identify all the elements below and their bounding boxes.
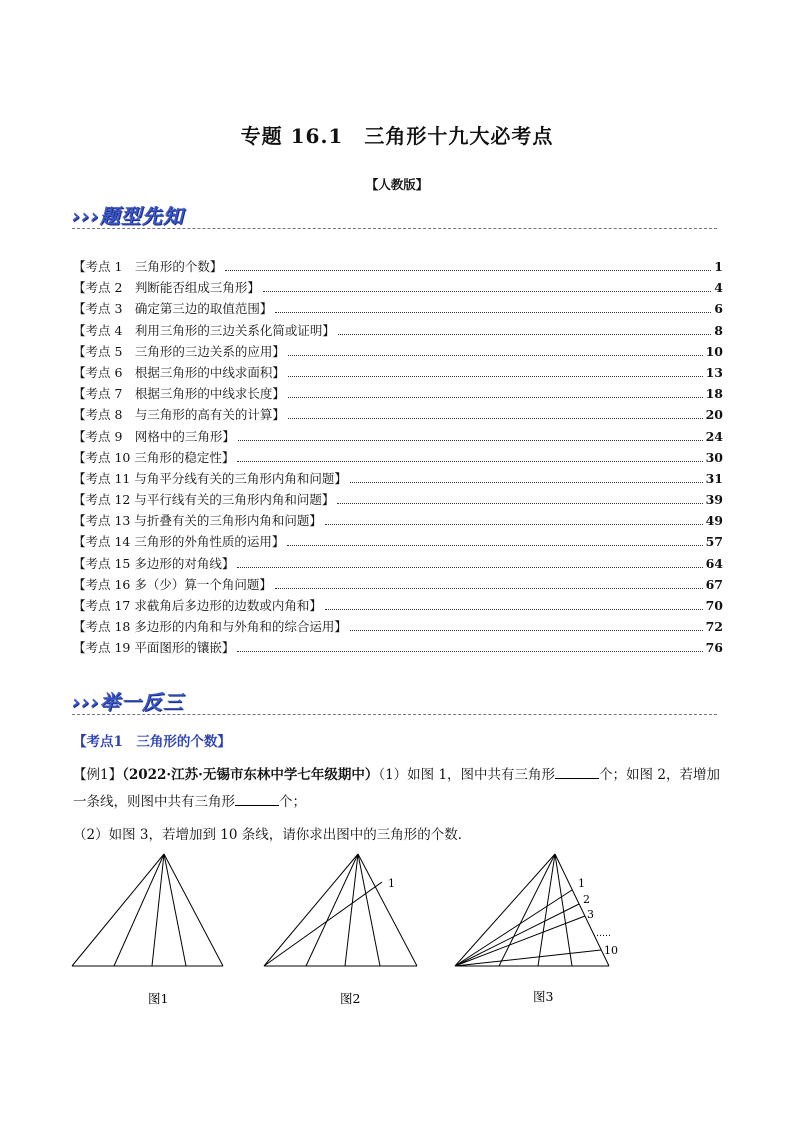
toc-entry-label: 【考点 13 与折叠有关的三角形内角和问题】 — [73, 513, 322, 529]
toc-leader-dots — [275, 312, 711, 313]
question-text: 个；如图 2，若增加一条线，则图中共有三角形 — [73, 767, 720, 810]
toc-leader-dots — [288, 397, 703, 398]
toc-entry[interactable] — [73, 448, 723, 469]
fig1-side — [72, 854, 164, 966]
toc-leader-dots — [263, 291, 711, 292]
toc-leader-dots — [350, 482, 703, 483]
fig3-label: 3 — [587, 908, 594, 921]
toc-entry-label: 【考点 9 网格中的三角形】 — [73, 428, 235, 444]
toc-entry-label: 【考点 2 判断能否组成三角形】 — [73, 280, 260, 296]
toc-leader-dots — [337, 503, 702, 504]
fig3-side — [455, 854, 555, 966]
toc-leader-dots — [288, 418, 703, 419]
toc-entry-label: 【考点 7 根据三角形的中线求长度】 — [73, 386, 285, 402]
toc-page-number: 76 — [705, 640, 723, 656]
fig3-caption: 图3 — [533, 989, 554, 1004]
fig2-side — [264, 854, 358, 966]
toc-entry-label: 【考点 14 三角形的外角性质的运用】 — [73, 534, 285, 550]
figures — [0, 840, 794, 1020]
divider — [72, 714, 717, 715]
fig2-extra-line — [264, 882, 382, 966]
toc-entry-label: 【考点 17 求截角后多边形的边数或内角和】 — [73, 598, 322, 613]
toc-entry[interactable] — [73, 638, 723, 659]
toc-leader-dots — [288, 355, 703, 356]
toc-entry[interactable] — [73, 511, 723, 532]
toc-page-number: 67 — [705, 576, 723, 592]
toc-page-number: 4 — [714, 280, 723, 296]
fig3-label: 1 — [578, 877, 585, 890]
fig1-caption: 图1 — [148, 991, 169, 1006]
toc-leader-dots — [325, 524, 703, 525]
fig3-label: 2 — [583, 893, 590, 906]
toc-entry[interactable] — [73, 257, 723, 278]
toc-page-number: 49 — [705, 513, 723, 529]
toc-page-number: 18 — [705, 386, 723, 402]
toc-entry-label: 【考点 8 与三角形的高有关的计算】 — [73, 407, 285, 423]
toc-page-number: 64 — [705, 555, 723, 571]
toc-page-number: 10 — [705, 343, 723, 359]
toc-page-number: 24 — [705, 428, 723, 444]
toc-page-number: 8 — [714, 322, 723, 338]
toc-leader-dots — [288, 376, 703, 377]
toc-entry-label: 【考点 6 根据三角形的中线求面积】 — [73, 364, 285, 380]
edition-label: 【人教版】 — [365, 177, 429, 192]
toc-entry[interactable] — [73, 321, 723, 342]
fig2-cevian — [306, 854, 358, 966]
fig1-cevian — [164, 854, 186, 966]
fig2-caption: 图2 — [340, 991, 361, 1006]
toc-leader-dots — [287, 545, 702, 546]
fig2-cevian — [345, 854, 358, 966]
toc-entry[interactable] — [73, 384, 723, 405]
figure-3 — [455, 854, 609, 966]
toc-page-number: 70 — [705, 598, 723, 613]
section-heading: 【考点1 三角形的个数】 — [73, 734, 231, 750]
toc-entry-label: 【考点 11 与角平分线有关的三角形内角和问题】 — [73, 470, 347, 486]
toc-entry[interactable] — [73, 342, 723, 363]
toc-entry[interactable] — [73, 363, 723, 384]
fig1-cevian — [114, 854, 164, 966]
fig2-label: 1 — [388, 877, 395, 890]
toc-page-number: 20 — [705, 407, 723, 423]
example-question-1 — [73, 762, 723, 816]
table-of-contents — [73, 257, 723, 660]
toc-entry[interactable] — [73, 299, 723, 320]
toc-entry-label: 【考点 1 三角形的个数】 — [73, 259, 223, 274]
toc-entry-label: 【考点 12 与平行线有关的三角形内角和问题】 — [73, 492, 335, 508]
toc-entry[interactable] — [73, 469, 723, 490]
toc-entry[interactable] — [73, 427, 723, 448]
fig1-cevian — [152, 854, 164, 966]
toc-entry-label: 【考点 10 三角形的稳定性】 — [73, 449, 235, 465]
toc-page-number: 6 — [714, 301, 723, 317]
fig3-line-2 — [455, 904, 579, 966]
toc-leader-dots — [237, 461, 702, 462]
fig3-ellipsis: …… — [593, 929, 611, 939]
fig2-side — [358, 854, 417, 966]
toc-entry[interactable] — [73, 490, 723, 511]
toc-leader-dots — [325, 609, 703, 610]
example-question-2: （2）如图 3，若增加到 10 条线，请你求出图中的三角形的个数． — [73, 827, 472, 843]
toc-entry[interactable] — [73, 596, 723, 617]
toc-leader-dots — [225, 270, 711, 271]
toc-leader-dots — [338, 334, 711, 335]
toc-leader-dots — [237, 651, 702, 652]
toc-page-number: 13 — [705, 364, 723, 380]
toc-entry-label: 【考点 3 确定第三边的取值范围】 — [73, 301, 273, 317]
figure-2 — [264, 854, 417, 966]
question-text: 个； — [279, 794, 306, 810]
toc-entry-label: 【考点 19 平面图形的镶嵌】 — [73, 640, 235, 656]
fig1-side — [164, 854, 223, 966]
banner-practice: ›››举一反三 — [72, 690, 184, 714]
divider — [72, 228, 717, 229]
banner-preview: ›››题型先知 — [72, 204, 184, 228]
toc-entry[interactable] — [73, 278, 723, 299]
answer-blank[interactable] — [235, 793, 279, 806]
toc-page-number: 30 — [705, 449, 723, 465]
toc-entry[interactable] — [73, 575, 723, 596]
fig3-label: 10 — [604, 944, 618, 957]
example-tag: 【例1】 — [73, 767, 123, 783]
toc-entry[interactable] — [73, 405, 723, 426]
page-title: 专题 16.1 三角形十九大必考点 — [240, 124, 554, 148]
example-source: （2022·江苏·无锡市东林中学七年级期中） — [122, 767, 379, 783]
toc-entry-label: 【考点 16 多（少）算一个角问题】 — [73, 576, 272, 592]
toc-page-number: 39 — [705, 492, 723, 508]
toc-entry[interactable] — [73, 532, 723, 553]
fig2-cevian — [358, 854, 380, 966]
answer-blank[interactable] — [555, 766, 599, 779]
toc-entry-label: 【考点 18 多边形的内角和与外角和的综合运用】 — [73, 619, 347, 635]
toc-entry[interactable] — [73, 554, 723, 575]
toc-leader-dots — [275, 588, 703, 589]
toc-entry[interactable] — [73, 617, 723, 638]
toc-page-number: 1 — [714, 259, 723, 274]
toc-page-number: 57 — [705, 534, 723, 550]
toc-leader-dots — [350, 630, 703, 631]
toc-page-number: 72 — [705, 619, 723, 635]
figure-1 — [72, 854, 223, 966]
toc-entry-label: 【考点 4 利用三角形的三边关系化简或证明】 — [73, 322, 335, 338]
toc-page-number: 31 — [705, 470, 723, 486]
toc-leader-dots — [238, 440, 703, 441]
toc-leader-dots — [237, 567, 702, 568]
toc-entry-label: 【考点 15 多边形的对角线】 — [73, 555, 235, 571]
toc-entry-label: 【考点 5 三角形的三边关系的应用】 — [73, 343, 285, 359]
question-text: （1）如图 1，图中共有三角形 — [378, 767, 556, 783]
